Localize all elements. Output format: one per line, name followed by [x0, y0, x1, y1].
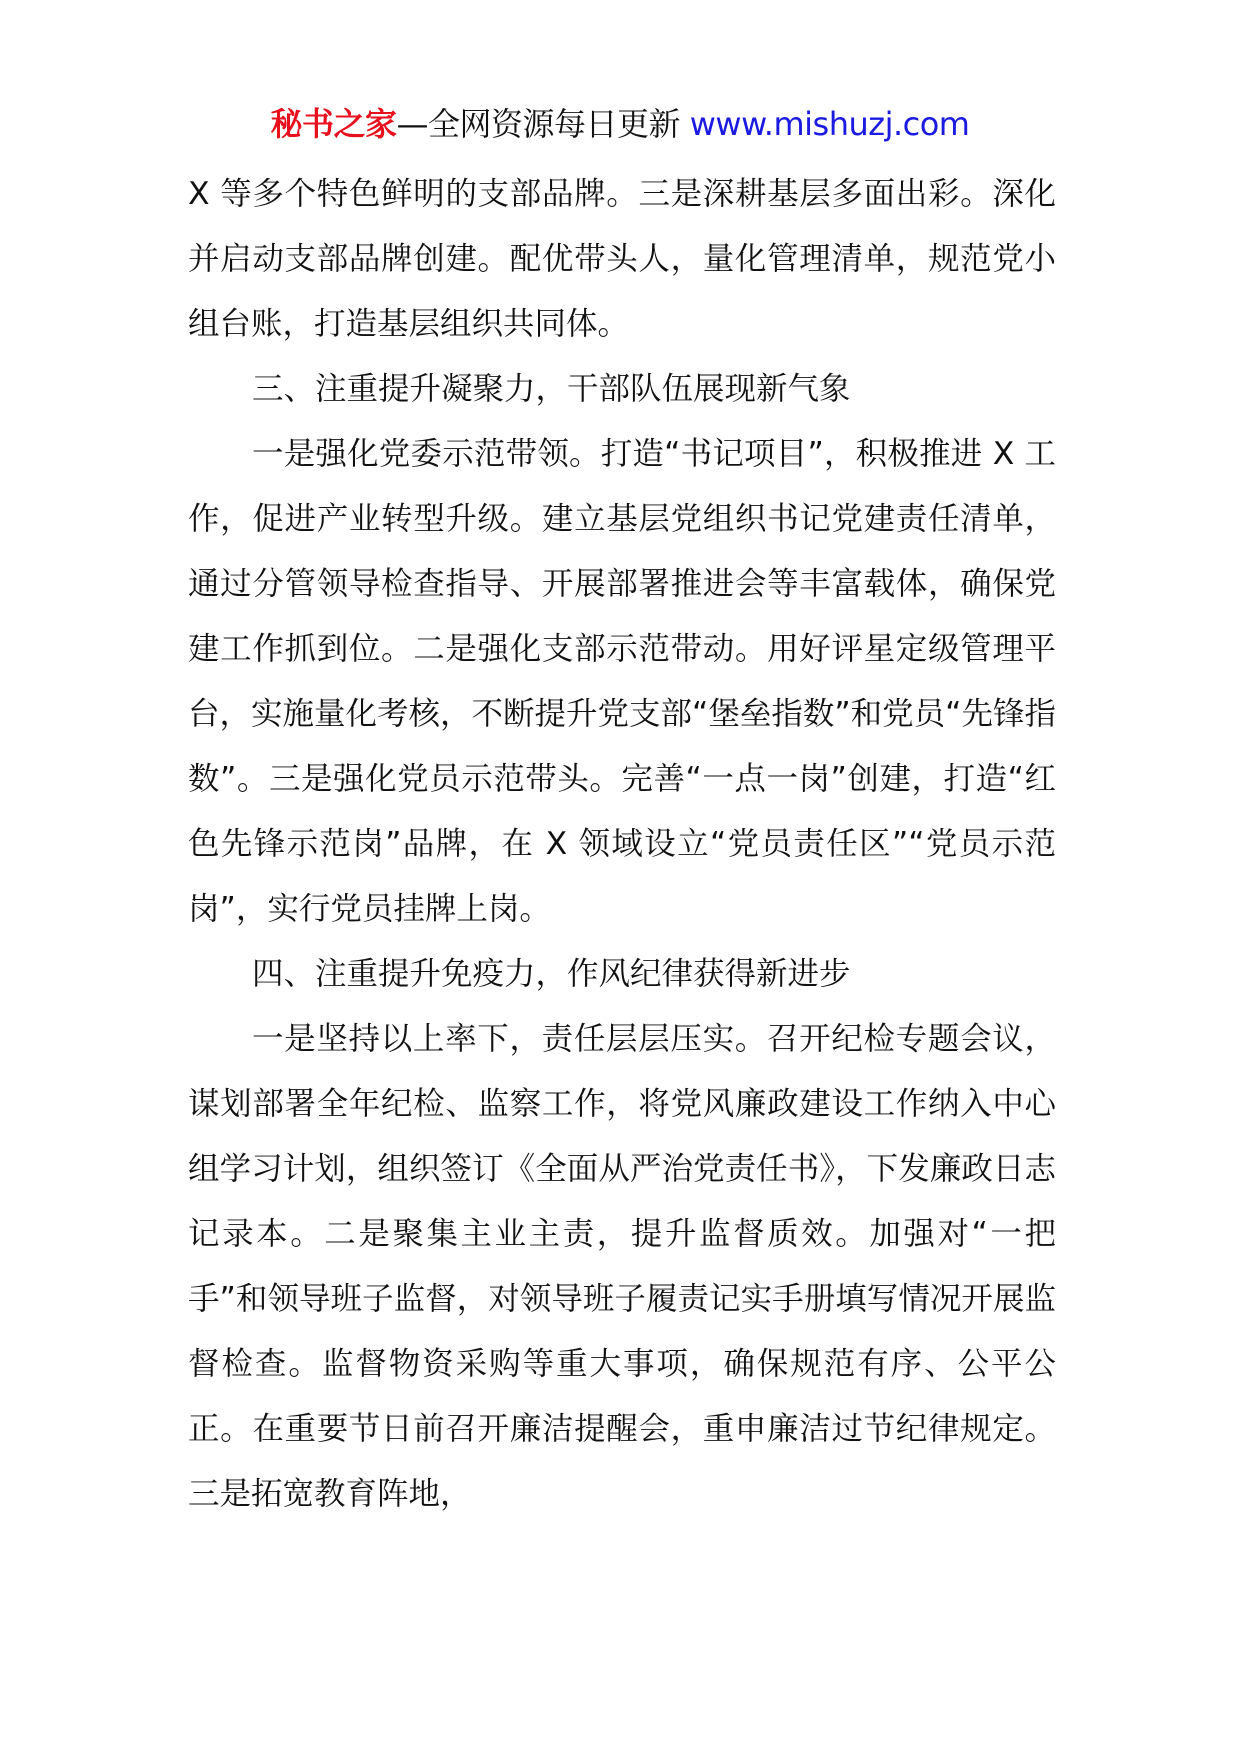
- brand-name: 秘书之家: [270, 105, 397, 143]
- document-body: [188, 162, 1056, 1527]
- paragraph-continuation: X 等多个特色鲜明的支部品牌。三是深耕基层多面出彩。深化并启动支部品牌创建。配优带头人，量化管理清单，规范党小组台账，打造基层组织共同体。: [188, 176, 1056, 342]
- site-url-link[interactable]: www.mishuzj.com: [689, 105, 970, 143]
- section-heading-3: 三、注重提升凝聚力，干部队伍展现新气象: [252, 371, 851, 407]
- section-heading-4: 四、注重提升免疫力，作风纪律获得新进步: [252, 956, 851, 992]
- header-tagline: —全网资源每日更新: [396, 105, 690, 143]
- paragraph: 一是强化党委示范带领。打造“书记项目”，积极推进 X 工作，促进产业转型升级。建立基层党组织书记党建责任清单，通过分管领导检查指导、开展部署推进会等丰富载体，确保党建工作抓到位。二是强化支部示范带动。用好评星定级管理平台，实施量化考核，不断提升党支部“堡垒指数”和党员“先锋指数”。三是强化党员示范带头。完善“一点一岗”创建，打造“红色先锋示范岗”品牌，在 X 领域设立“党员责任区”“党员示范岗”，实行党员挂牌上岗。: [188, 436, 1056, 927]
- paragraph: 一是坚持以上率下，责任层层压实。召开纪检专题会议，谋划部署全年纪检、监察工作，将党风廉政建设工作纳入中心组学习计划，组织签订《全面从严治党责任书》，下发廉政日志记录本。二是聚集主业主责，提升监督质效。加强对“一把手”和领导班子监督，对领导班子履责记实手册填写情况开展监督检查。监督物资采购等重大事项，确保规范有序、公平公正。在重要节日前召开廉洁提醒会，重申廉洁过节纪律规定。三是拓宽教育阵地，: [188, 1021, 1056, 1512]
- site-header: [0, 104, 1240, 144]
